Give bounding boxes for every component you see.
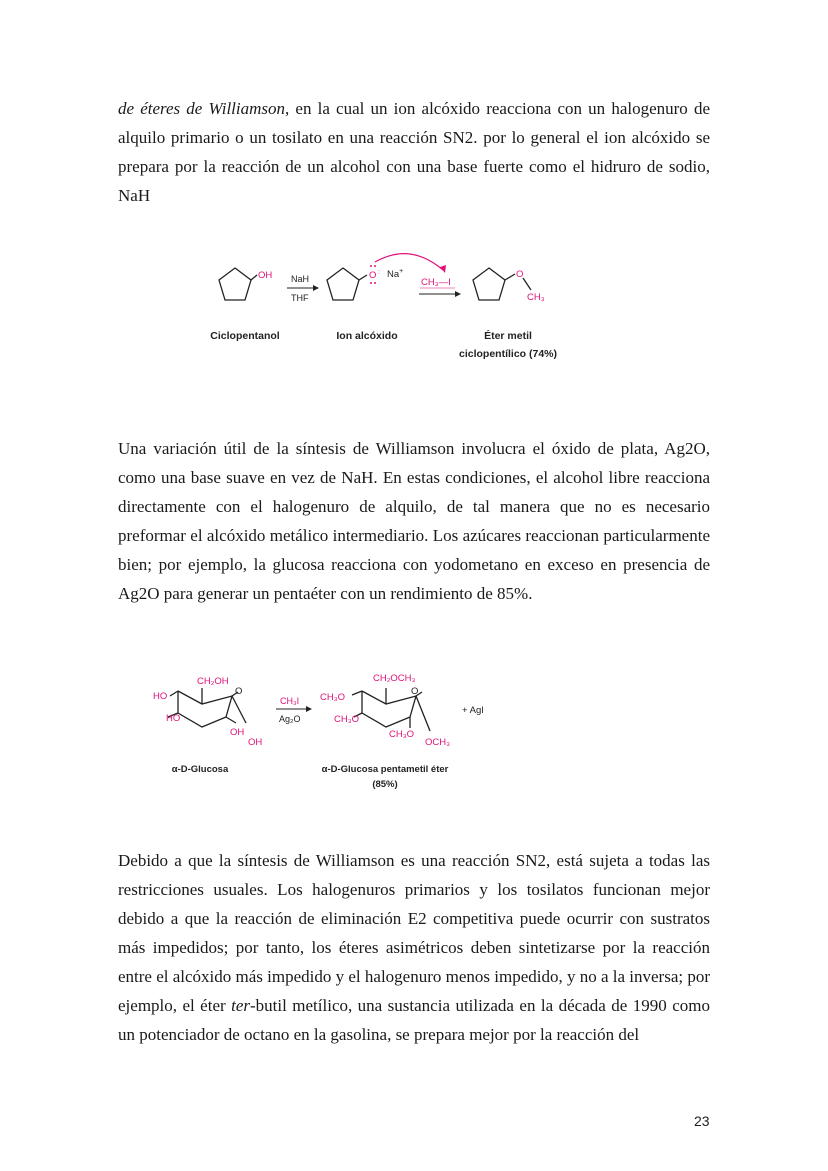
reagent-ch3i: CH₃I xyxy=(280,696,300,706)
glucose-ho-1: HO xyxy=(153,691,168,702)
paragraph-3-text-a: Debido a que la síntesis de Williamson es una reacción SN2, está sujeta a todas las restricciones usuales. Los halogenuros primarios y los tosilatos funcionan mejor debido a que la reacción de eliminación E2 competitiva puede ocurrir con sustratos más impedidos; por tanto, los éteres asimétricos deben sintetizarse por la reacción entre el alcóxido más impedido y el halogenuro menos impedido, y no a la inversa; por ejemplo, el éter xyxy=(118,851,711,1015)
paragraph-3 xyxy=(118,846,710,1049)
svg-text::: : xyxy=(378,269,380,276)
product-ch3o-1: CH₃O xyxy=(320,692,345,703)
reagent-thf: THF xyxy=(291,293,309,303)
scheme-glucose-methylation xyxy=(148,668,518,793)
alkoxide-structure xyxy=(327,268,367,300)
paragraph-3-text-b: -butil metílico, una sustancia utilizada en la década de 1990 como un potenciador de octano en la gasolina, se prepara mejor por la reacción del xyxy=(118,996,710,1044)
product-och3: OCH₃ xyxy=(425,737,450,748)
paragraph-1-italic: de éteres de Williamson xyxy=(118,99,286,118)
paragraph-1-text: , en la cual un ion alcóxido reacciona con un halogenuro de alquilo primario o un tosilato en una reacción SN2. por lo general el ion alcóxido se prepara por la reacción de un alcohol con una base fuerte como el hidruro de sodio, NaH xyxy=(118,99,710,205)
methyl-iodide: CH₃—I xyxy=(421,277,451,288)
page-number: 23 xyxy=(694,1113,710,1129)
ether-oxygen: O xyxy=(516,269,524,280)
label-rendimiento: (85%) xyxy=(372,779,398,790)
glucose-ho-2: HO xyxy=(166,713,181,724)
paragraph-2: Una variación útil de la síntesis de Williamson involucra el óxido de plata, Ag2O, como una base suave en vez de NaH. En estas condiciones, el alcohol libre reacciona directamente con el halogenuro de alquilo, de tal manera que no es necesario preformar el alcóxido metálico intermediario. Los azúcares reaccionan particularmente bien; por ejemplo, la glucosa reacciona con yodometano en exceso en presencia de Ag2O para generar un pentaéter con un rendimiento de 85%. xyxy=(118,439,710,603)
product-ch3o-2: CH₃O xyxy=(334,714,359,725)
paragraph-3-italic: ter xyxy=(231,996,250,1015)
curved-arrow xyxy=(375,254,443,270)
glucose-oh-1: OH xyxy=(230,727,245,738)
ether-methyl: CH₃ xyxy=(527,292,545,303)
paragraph-1 xyxy=(118,94,710,210)
scheme-williamson-cyclopentanol xyxy=(205,250,565,366)
label-glucosa: α-D-Glucosa xyxy=(171,764,229,775)
reagent-ag2o: Ag₂O xyxy=(279,714,301,724)
glucose-ring-oxygen: O xyxy=(235,686,243,697)
label-eter-metil: Éter metil xyxy=(484,330,532,342)
glucose-oh-2: OH xyxy=(248,737,263,748)
product-ring-oxygen: O xyxy=(411,686,419,697)
product-ch2och3: CH₂OCH₃ xyxy=(373,673,416,684)
label-ciclopentilico: ciclopentílico (74%) xyxy=(458,348,558,360)
label-ion-alcoxido: Ion alcóxido xyxy=(336,330,398,342)
product-ch3o-3: CH₃O xyxy=(389,729,414,740)
label-ciclopentanol: Ciclopentanol xyxy=(210,330,280,342)
reagent-nah: NaH xyxy=(291,274,310,284)
cyclopentanol-structure xyxy=(219,268,257,300)
cyclopentanol-oh: OH xyxy=(258,270,273,281)
alkoxide-oxygen: O xyxy=(369,270,377,281)
byproduct-agi: + AgI xyxy=(462,705,484,716)
glucose-ch2oh: CH₂OH xyxy=(197,676,229,687)
sodium-cation: Na+ xyxy=(387,268,404,280)
label-pentametil-eter: α-D-Glucosa pentametil éter xyxy=(321,764,449,775)
